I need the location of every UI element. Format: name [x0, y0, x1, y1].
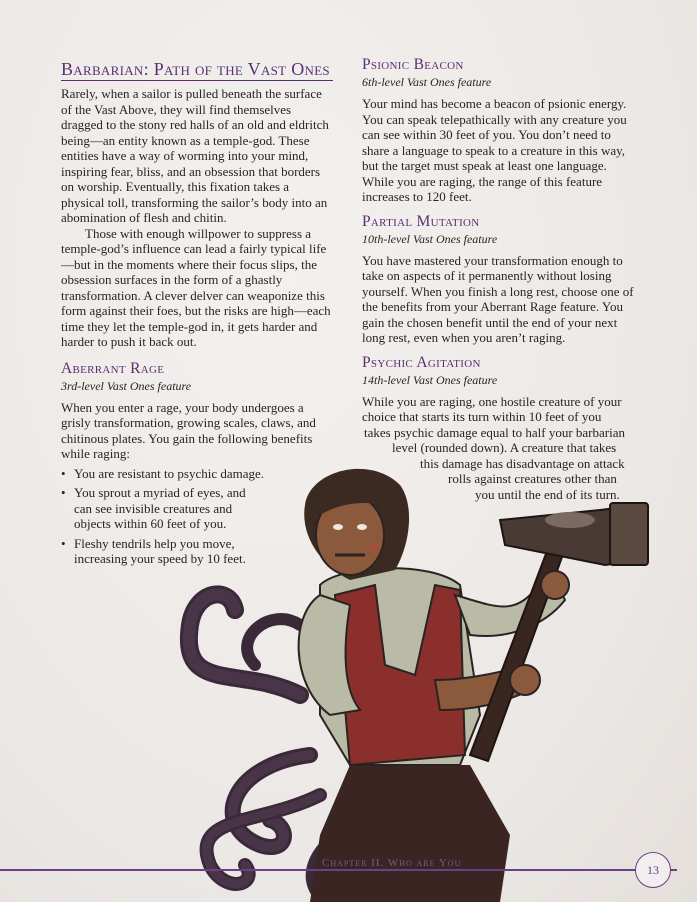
text-line: you until the end of its turn. — [475, 486, 620, 502]
text-line: level (rounded down). A creature that takes — [392, 440, 617, 455]
barbarian-illustration — [170, 465, 670, 902]
hammer-head — [500, 503, 648, 565]
partial-mutation-text: You have mastered your transformation enough to take on aspects of it permanently without losing yourself. When you finish a long rest, choose one of the benefits from your Aberrant Rage feature. You gain the chosen benefit until the end of your next long rest, even when you aren’t raging. — [362, 252, 634, 345]
hammer-handle — [470, 530, 570, 761]
psionic-beacon-text: Your mind has become a beacon of psionic energy. You can speak telepathically with any creature you can see within 30 feet of you. You don’t need to share a language to speak to a creature in this way, but the target must speak at least one language. While you are raging, the range of this feature increases to 120 feet. — [362, 96, 627, 204]
page-number: 13 — [635, 852, 671, 888]
page-title: Barbarian: Path of the Vast Ones — [61, 60, 333, 81]
text-line: While you are raging, one hostile creature of your — [362, 393, 622, 409]
list-item: • Fleshy tendrils help you move, increasing your speed by 10 feet. — [61, 536, 259, 567]
aberrant-rage-heading: Aberrant Rage — [61, 359, 165, 377]
psionic-beacon-subheading: 6th-level Vast Ones feature — [362, 75, 492, 89]
text-line: choice that starts its turn within 10 feet of you — [362, 409, 602, 424]
partial-mutation-subheading: 10th-level Vast Ones feature — [362, 231, 498, 246]
partial-mutation-heading: Partial Mutation — [362, 212, 480, 230]
intro-paragraph-2: Those with enough willpower to suppress a temple-god’s influence can lead a fairly typical life—but in the moments where their focus slips, the obsession surfaces in the form of a ghastly transformation. A clever delver can weaponize this form against their foes, but the risks are high—each time they let the temple-god in, it gets harder and harder to push it back out. — [61, 225, 331, 349]
intro-paragraph-1: Rarely, when a sailor is pulled beneath the surface of the Vast Above, they will find themselves dragged to the stony red halls of an old and eldritch being—an entity known as a temple-god. These entities have a way of worming into your mind, inspiring fear, bliss, and an obsession that borders on worship. Eventually, this fixation takes a physical toll, transforming the sailor’s body into an abomination of flesh and chitin. — [61, 86, 329, 225]
text-line: this damage has disadvantage on attack — [420, 455, 625, 471]
legs — [310, 765, 510, 902]
hand-lower — [510, 665, 540, 695]
aberrant-rage-subheading: 3rd-level Vast Ones feature — [61, 378, 192, 393]
text-line: takes psychic damage equal to half your barbarian — [364, 424, 625, 440]
list-item: • You are resistant to psychic damage. — [61, 466, 333, 482]
psychic-agitation-heading: Psychic Agitation — [362, 353, 481, 371]
aberrant-rage-text: When you enter a rage, your body undergoes a grisly transformation, growing scales, claws, and chitinous plates. You gain the following benefits while raging: — [61, 399, 316, 461]
hand-upper — [541, 571, 569, 599]
footer-chapter-text: Chapter II. Who are You — [322, 857, 462, 869]
footer-rule — [0, 869, 677, 871]
head — [304, 469, 409, 580]
right-column — [362, 56, 634, 502]
psychic-agitation-subheading: 14th-level Vast Ones feature — [362, 372, 498, 387]
text-line: rolls against creatures other than — [448, 471, 617, 486]
list-item: • You sprout a myriad of eyes, and can see invisible creatures and objects within 60 feet of you. — [61, 485, 259, 532]
psionic-beacon-heading: Psionic Beacon — [362, 56, 464, 73]
